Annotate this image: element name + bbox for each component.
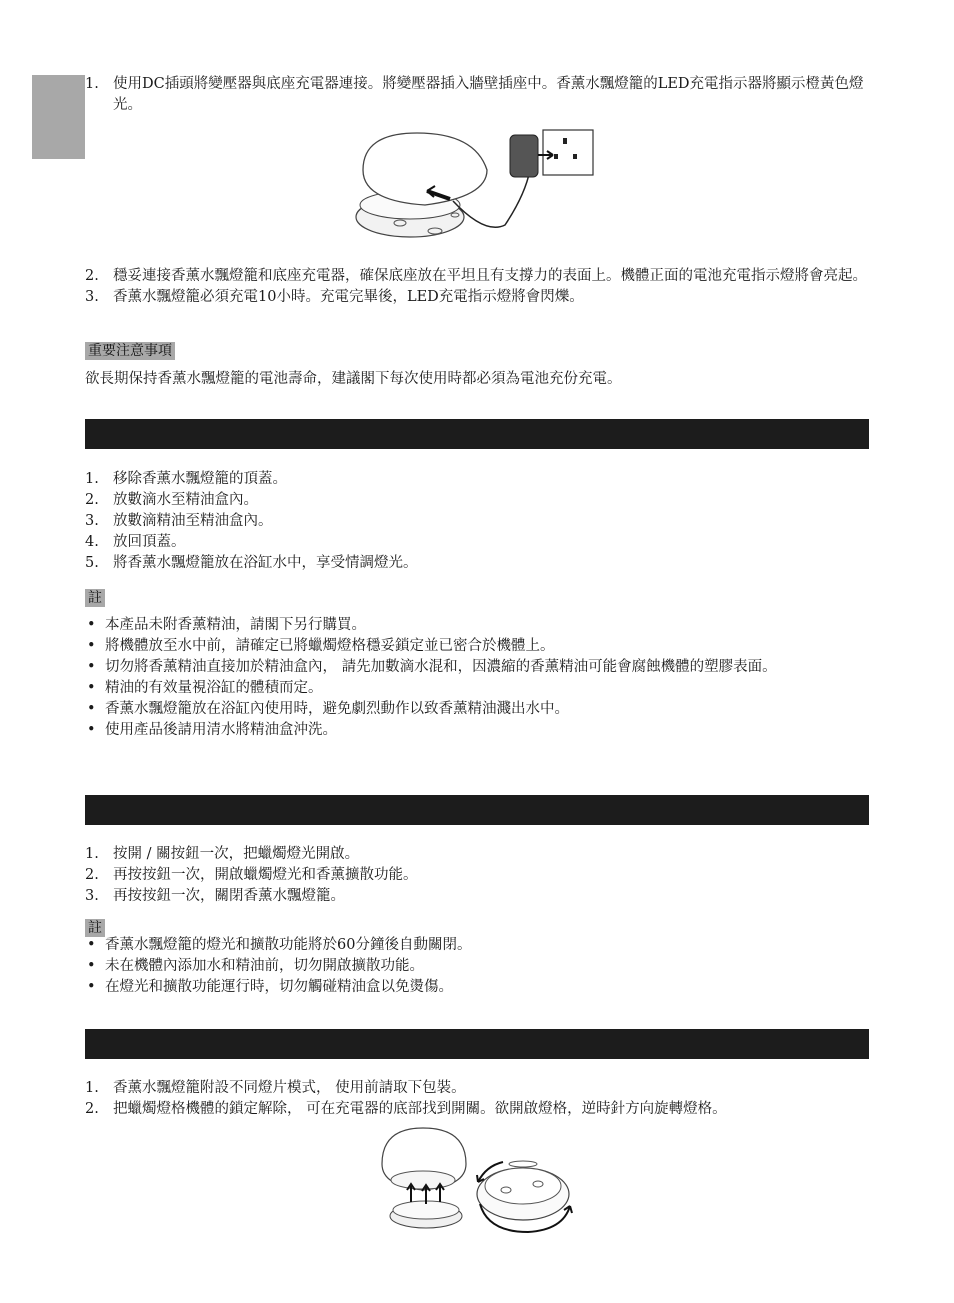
operation-notes <box>85 935 869 998</box>
list-item: • 未在機體內添加水和精油前，切勿開啟擴散功能。 <box>87 958 424 974</box>
language-side-tab <box>32 75 85 159</box>
note-label: 註 <box>85 919 105 937</box>
unlock-illustration <box>378 1124 583 1239</box>
charging-steps-2-3: 2. 穩妥連接香薰水飄燈籠和底座充電器，確保底座放在平坦且有支撐力的表面上。機體正面的電池充電指示燈將會亮起。 3. 香薰水飄燈籠必須充電10小時。充電完畢後，LED充電指示燈將會閃爍。 <box>85 268 867 305</box>
important-text: 欲長期保持香薰水飄燈籠的電池壽命，建議閣下每次使用時都必須為電池充份充電。 <box>85 371 622 387</box>
important-notice <box>85 340 869 360</box>
list-item: • 香薰水飄燈籠的燈光和擴散功能將於60分鐘後自動關閉。 <box>87 937 472 953</box>
lamp-grid-steps <box>85 1078 869 1120</box>
step-text: 穩妥連接香薰水飄燈籠和底座充電器，確保底座放在平坦且有支撐力的表面上。機體正面的電池充電指示燈將會亮起。 <box>113 268 867 284</box>
list-item: • 使用產品後請用清水將精油盒沖洗。 <box>87 722 337 738</box>
aroma-notes <box>85 615 869 741</box>
list-item: 4. 放回頂蓋。 <box>85 534 186 550</box>
step-text: 使用DC插頭將變壓器與底座充電器連接。將變壓器插入牆壁插座中。香薰水飄燈籠的LED充電指示器將顯示橙黃色燈光。 <box>113 76 864 113</box>
note-label: 註 <box>85 589 105 607</box>
list-item: 5. 將香薰水飄燈籠放在浴缸水中，享受情調燈光。 <box>85 555 418 571</box>
list-item: • 切勿將香薰精油直接加於精油盒內， 請先加數滴水混和，因濃縮的香薰精油可能會腐蝕機體的塑膠表面。 <box>87 659 777 675</box>
aroma-steps <box>85 469 869 574</box>
list-item: 2. 再按按鈕一次，開啟蠟燭燈光和香薰擴散功能。 <box>85 867 418 883</box>
list-item: 2. 把蠟燭燈格機體的鎖定解除， 可在充電器的底部找到開關。欲開啟燈格，逆時針方向旋轉燈格。 <box>85 1101 727 1117</box>
charging-step-1: 1. 使用DC插頭將變壓器與底座充電器連接。將變壓器插入牆壁插座中。香薰水飄燈籠的LED充電指示器將顯示橙黃色燈光。 <box>85 76 864 113</box>
important-label: 重要注意事項 <box>85 342 175 360</box>
list-item: 2. 放數滴水至精油盒內。 <box>85 492 258 508</box>
list-item: • 精油的有效量視浴缸的體積而定。 <box>87 680 323 696</box>
list-item: 3. 再按按鈕一次，關閉香薰水飄燈籠。 <box>85 888 345 904</box>
charging-illustration <box>355 125 605 250</box>
list-item: • 本產品未附香薰精油，請閣下另行購買。 <box>87 617 366 633</box>
list-item: 3. 放數滴精油至精油盒內。 <box>85 513 273 529</box>
step-text: 香薰水飄燈籠必須充電10小時。充電完畢後，LED充電指示燈將會閃爍。 <box>113 289 584 305</box>
list-item: • 將機體放至水中前，請確定已將蠟燭燈格穩妥鎖定並已密合於機體上。 <box>87 638 555 654</box>
list-item: • 香薰水飄燈籠放在浴缸內使用時，避免劇烈動作以致香薰精油濺出水中。 <box>87 701 569 717</box>
section-header-bar <box>85 795 869 825</box>
section-header-bar <box>85 419 869 449</box>
list-item: 1. 按開 / 關按鈕一次，把蠟燭燈光開啟。 <box>85 846 360 862</box>
list-item: 1. 移除香薰水飄燈籠的頂蓋。 <box>85 471 287 487</box>
list-item: • 在燈光和擴散功能運行時，切勿觸碰精油盒以免燙傷。 <box>87 979 453 995</box>
list-item: 1. 香薰水飄燈籠附設不同燈片模式， 使用前請取下包裝。 <box>85 1080 466 1096</box>
operation-steps <box>85 844 869 907</box>
section-header-bar <box>85 1029 869 1059</box>
